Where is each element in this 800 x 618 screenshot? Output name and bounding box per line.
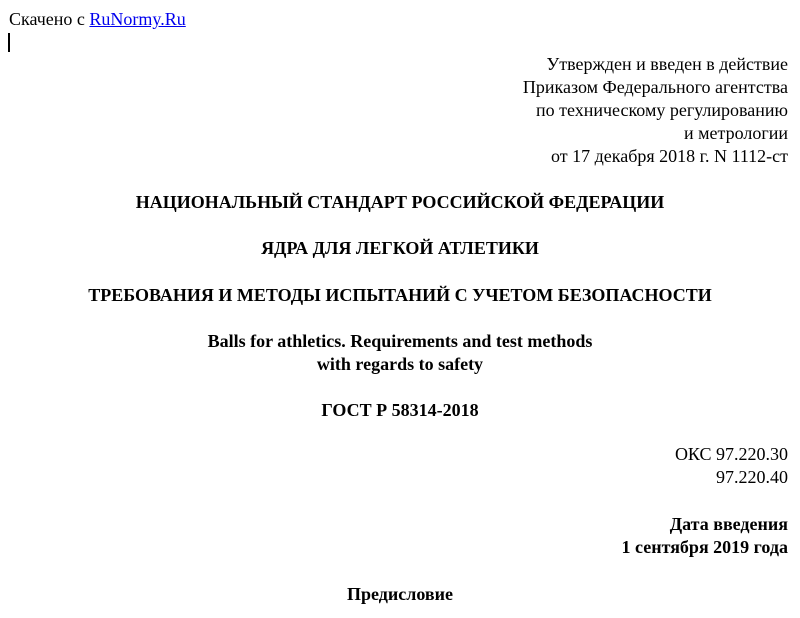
approval-line-2: Приказом Федерального агентства [522, 77, 788, 97]
gost-number: ГОСТ Р 58314-2018 [321, 400, 479, 420]
approval-block [523, 53, 788, 168]
requirements-title: ТРЕБОВАНИЯ И МЕТОДЫ ИСПЫТАНИЙ С УЧЕТОМ БЕЗОПАСНОСТИ [88, 285, 712, 305]
approval-line-1: Утвержден и введен в действие [546, 54, 788, 74]
effective-date-block [622, 513, 788, 559]
approval-line-3: по техническому регулированию [535, 100, 788, 120]
okc-line-1: ОКС 97.220.30 [674, 444, 788, 464]
approval-line-5: от 17 декабря 2018 г. N 1112-ст [550, 146, 788, 166]
effective-date-label: Дата введения [669, 514, 788, 534]
source-prefix: Скачено с [9, 9, 90, 29]
okc-block [675, 443, 788, 489]
approval-line-4: и метрологии [684, 123, 788, 143]
english-title-line-2: with regards to safety [316, 354, 484, 374]
source-line [9, 8, 186, 30]
effective-date-value: 1 сентября 2019 года [621, 537, 788, 557]
foreword-heading: Предисловие [347, 584, 453, 604]
text-cursor [8, 33, 10, 52]
english-title-line-1: Balls for athletics. Requirements and test methods [207, 331, 593, 351]
runormy-link[interactable]: RuNormy.Ru [89, 9, 186, 29]
okc-line-2: 97.220.40 [716, 467, 788, 487]
document-subject-title: ЯДРА ДЛЯ ЛЕГКОЙ АТЛЕТИКИ [261, 238, 539, 258]
national-standard-title: НАЦИОНАЛЬНЫЙ СТАНДАРТ РОССИЙСКОЙ ФЕДЕРАЦИИ [135, 192, 665, 212]
